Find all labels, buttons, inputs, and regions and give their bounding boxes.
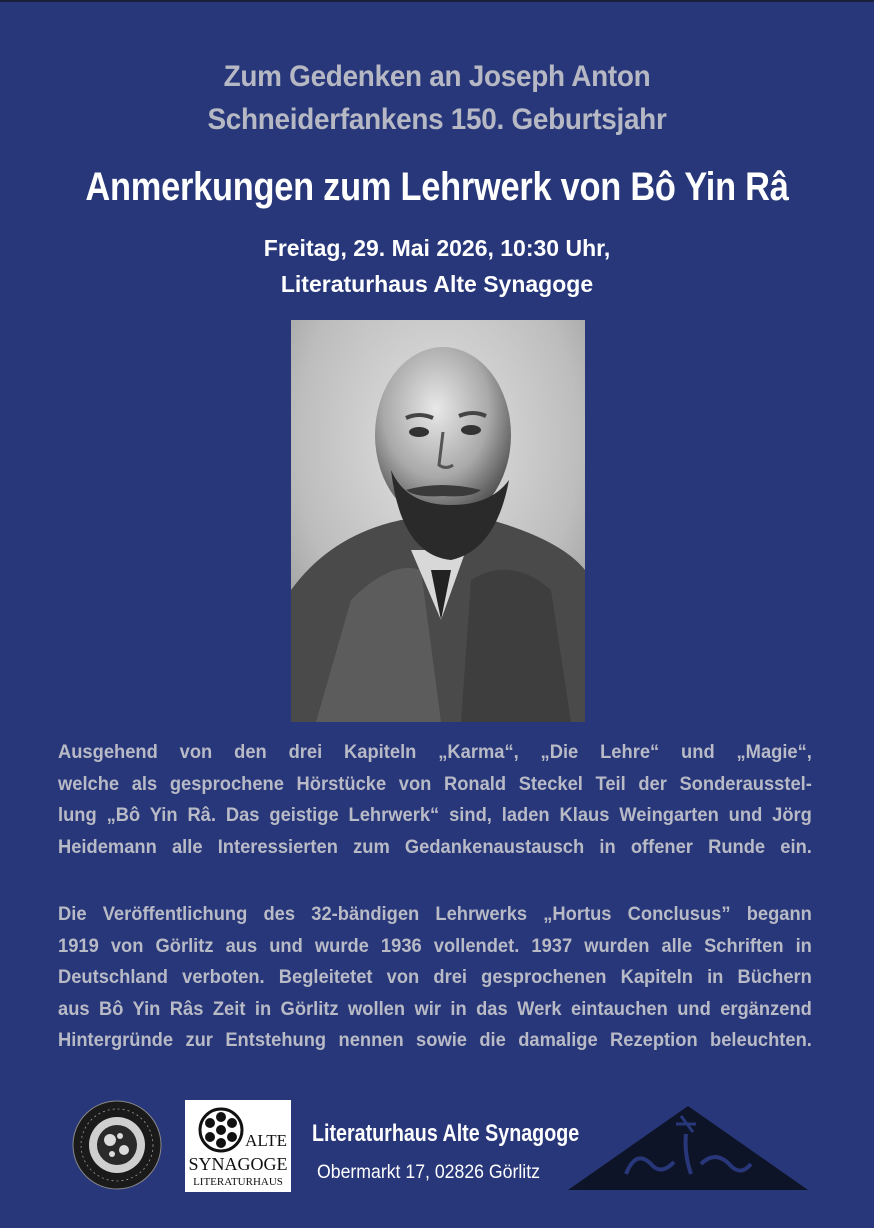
paragraph-2-line: Die Veröffentlichung des 32-bändigen Lehrwerks „Hortus Conclusus” begann — [58, 903, 812, 925]
top-border — [0, 0, 874, 2]
paragraph-1-line: Heidemann alle Interessierten zum Gedankenaustausch in offener Runde ein. — [58, 835, 812, 858]
event-date: Freitag, 29. Mai 2026, 10:30 Uhr, — [263, 235, 611, 261]
organisation-seal-logo — [72, 1100, 162, 1190]
subtitle-line-1: Zum Gedenken an Joseph Anton — [223, 60, 651, 93]
logo2-line1: ALTE — [245, 1131, 287, 1150]
paragraph-1 — [58, 737, 812, 863]
paragraph-1-line: lung „Bô Yin Râ. Das geistige Lehrwerk“ sind, laden Klaus Weingarten und Jörg — [58, 804, 812, 826]
subtitle-line-2: Schneiderfankens 150. Geburtsjahr — [207, 103, 667, 136]
paragraph-2 — [58, 899, 812, 1057]
logo2-line2: SYNAGOGE — [188, 1154, 288, 1174]
paragraph-2-line: Hintergründe zur Entstehung nennen sowie die damalige Rezeption beleuchten. — [58, 1029, 812, 1051]
paragraph-2-line: aus Bô Yin Râs Zeit in Görlitz wollen wir in das Werk eintauchen und ergänzend — [58, 997, 812, 1020]
paragraph-2-line: Deutschland verboten. Begleitetet von drei gesprochenen Kapiteln in Büchern — [58, 966, 812, 988]
bo-yin-ra-emblem-logo — [566, 1104, 810, 1192]
paragraph-2-line: 1919 von Görlitz aus und wurde 1936 vollendet. 1937 wurden alle Schriften in — [58, 934, 812, 957]
logo2-line3: LITERATURHAUS — [193, 1176, 283, 1188]
alte-synagoge-logo — [185, 1100, 291, 1192]
paragraph-1-line: Ausgehend von den drei Kapiteln „Karma“, „Die Lehre“ und „Magie“, — [58, 741, 812, 763]
address-name: Literaturhaus Alte Synagoge — [312, 1120, 580, 1147]
address-street: Obermarkt 17, 02826 Görlitz — [317, 1162, 540, 1183]
portrait-photo — [291, 320, 585, 722]
paragraph-1-line: welche als gesprochene Hörstücke von Ronald Steckel Teil der Sonderausstel- — [58, 772, 812, 795]
page-title: Anmerkungen zum Lehrwerk von Bô Yin Râ — [85, 165, 789, 209]
event-venue: Literaturhaus Alte Synagoge — [280, 271, 594, 297]
